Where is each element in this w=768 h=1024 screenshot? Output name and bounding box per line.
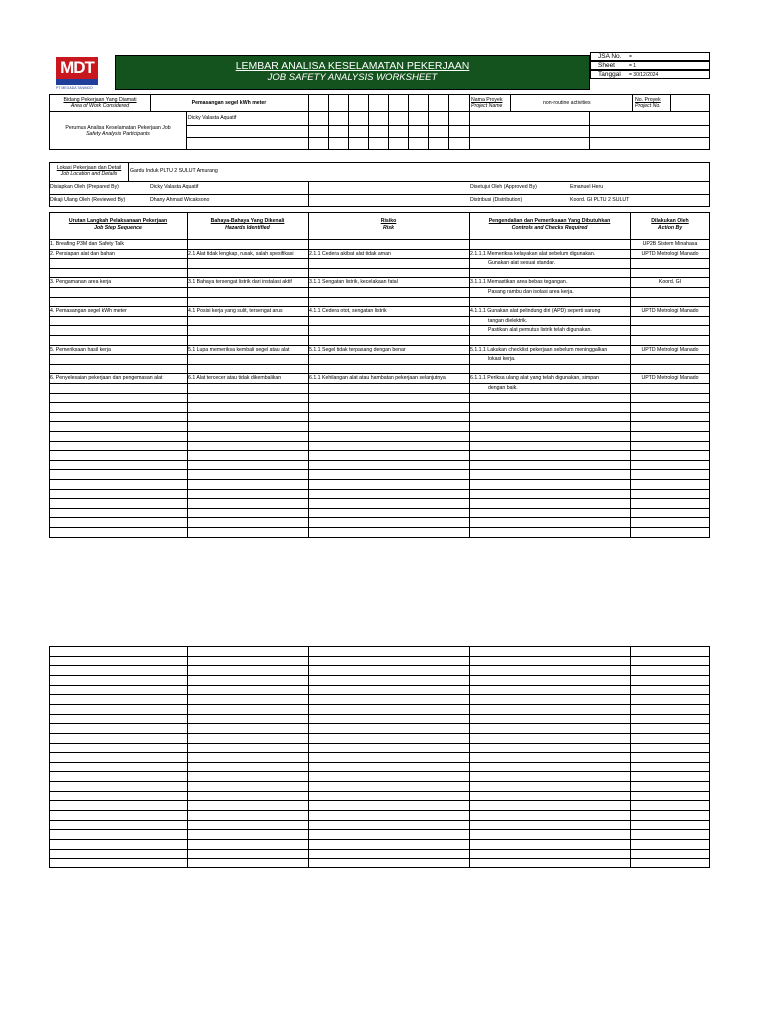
row-divider <box>49 762 710 763</box>
jsa-no-row <box>590 52 710 61</box>
table-cell-action: UPTD Metrologi Manado <box>641 375 699 381</box>
row-divider <box>49 421 710 422</box>
table-cell-step: 5. Pemeriksaan hasil kerja <box>50 347 111 353</box>
row-divider <box>49 858 710 859</box>
table-cell-risk: 4.1.1 Cedera otot, sengatan listrik <box>309 308 387 314</box>
row-divider <box>49 733 710 734</box>
row-divider <box>49 277 710 278</box>
row-divider <box>49 431 710 432</box>
row-divider <box>49 781 710 782</box>
project-name-label-en: Project Name <box>471 103 503 109</box>
table-cell-action: UPTD Metrologi Manado <box>641 347 699 353</box>
date-row <box>590 70 710 79</box>
distribution-value: Koord. GI PLTU 2 SULUT <box>570 197 630 203</box>
page-title: LEMBAR ANALISA KESELAMATAN PEKERJAAN <box>235 60 470 72</box>
work-area-label: Bidang Pekerjaan Yang Diamati <box>63 97 137 103</box>
sheet-row <box>590 61 710 70</box>
header-controls: Pengendalian dan Pemeriksaan Yang Dibutuhkan <box>488 218 611 224</box>
table-cell-control: Pastikan alat pemutus listrik telah digunakan. <box>488 327 592 333</box>
row-divider <box>49 723 710 724</box>
project-name-label: Nama Proyek <box>471 97 503 103</box>
row-divider <box>49 508 710 509</box>
table-cell-control: 2.1.1.1 Memeriksa kelayakan alat sebelum digunakan. <box>470 251 596 257</box>
title-banner <box>115 55 590 90</box>
header-hazards-en: Hazards Identified <box>225 225 270 231</box>
table-cell-step: 2. Persiapan alat dan bahan <box>50 251 115 257</box>
table-cell-action: UPTD Metrologi Manado <box>641 251 699 257</box>
work-area-label-en: Area of Work Considered <box>70 103 130 109</box>
header-action-by: Dilakukan Oleh <box>651 218 689 224</box>
row-divider <box>49 373 710 374</box>
row-divider <box>49 479 710 480</box>
logo-bar <box>56 79 98 85</box>
table-cell-action: Koord. GI <box>658 279 682 285</box>
row-divider <box>49 258 710 259</box>
row-divider <box>49 450 710 451</box>
table-cell-hazard: 3.1 Bahaya tersengat listrik dari instalasi aktif <box>188 279 292 285</box>
distribution-label: Distribusi (Distribution) <box>470 197 523 203</box>
table-cell-control: 3.1.1.1 Memastikan area bebas tegangan. <box>470 279 568 285</box>
row-divider <box>49 335 710 336</box>
work-area-value: Pemasangan segel kWh meter <box>191 100 267 106</box>
row-divider <box>49 306 710 307</box>
date-label: Tanggal <box>598 71 621 78</box>
row-divider <box>49 527 710 528</box>
header-risk: Risiko <box>380 218 397 224</box>
approved-by-value: Emanuel Heru <box>570 184 604 190</box>
prepared-by-value: Dicky Valasta Aquatif <box>150 184 199 190</box>
row-divider <box>49 383 710 384</box>
header-action-by-en: Action By <box>657 225 683 231</box>
table-cell-control: 6.1.1.1 Periksa ulang alat yang telah digunakan, simpan <box>470 375 599 381</box>
approved-by-label: Disetujui Oleh (Approved By) <box>470 184 537 190</box>
table-cell-action: UPTD Metrologi Manado <box>641 308 699 314</box>
header-job-step-en: Job Step Sequence <box>94 225 142 231</box>
row-divider <box>49 268 710 269</box>
row-divider <box>49 316 710 317</box>
table-cell-risk: 6.1.1 Kehilangan alat atau hambatan pekerjaan selanjutnya <box>309 375 446 381</box>
row-divider <box>49 517 710 518</box>
row-divider <box>49 714 710 715</box>
row-divider <box>49 489 710 490</box>
sheet-label: Sheet <box>598 62 615 69</box>
company-logo <box>56 57 98 91</box>
participants-label-2: Safety Analysis Participants <box>86 131 150 137</box>
table-cell-hazard: 5.1 Lupa memeriksa kembali segel atau alat <box>188 347 290 353</box>
row-divider <box>49 665 710 666</box>
reviewed-by-value: Dhany Ahmad Wicaksono <box>150 197 210 203</box>
table-cell-control: 5.1.1.1 Lakukan checklist pekerjaan sebelum meninggalkan <box>470 347 608 353</box>
row-divider <box>49 498 710 499</box>
row-divider <box>49 441 710 442</box>
table-cell-hazard: 2.1 Alat tidak lengkap, rusak, salah spesifikasi <box>188 251 294 257</box>
table-cell-control: tangan dielektrik. <box>488 318 528 324</box>
table-cell-hazard: 6.1 Alat tercecer atau tidak dikembalikan <box>188 375 282 381</box>
row-divider <box>49 287 710 288</box>
location-value: Gardu Induk PLTU 2 SULUT Amurang <box>130 168 218 174</box>
row-divider <box>49 469 710 470</box>
table-cell-risk: 2.1.1 Cedera akibat alat tidak aman <box>309 251 391 257</box>
table-cell-control: dengan baik. <box>488 385 518 391</box>
row-divider <box>49 839 710 840</box>
work-area-section <box>49 94 710 150</box>
row-divider <box>49 297 710 298</box>
project-no-label-en: Project No. <box>635 103 661 109</box>
jsa-no-label: JSA No. <box>598 53 622 60</box>
header-hazards: Bahaya-Bahaya Yang Dikenali <box>210 218 285 224</box>
row-divider <box>49 820 710 821</box>
row-divider <box>49 249 710 250</box>
project-name-value: non-routine activities <box>543 100 591 106</box>
row-divider <box>49 791 710 792</box>
row-divider <box>49 752 710 753</box>
reviewed-by-label: Dikaji Ulang Oleh (Reviewed By) <box>50 197 126 203</box>
jsa-no-value: = <box>629 54 632 60</box>
row-divider <box>49 829 710 830</box>
table-cell-hazard: 4.1 Posisi kerja yang sulit, tersengat arus <box>188 308 283 314</box>
table-cell-step: 6. Penyelesaian pekerjaan dan pengemasan alat <box>50 375 163 381</box>
row-divider <box>49 675 710 676</box>
row-divider <box>49 743 710 744</box>
continuation-table <box>49 646 710 868</box>
location-label: Lokasi Pekerjaan dan Detail <box>56 165 122 171</box>
row-divider <box>49 656 710 657</box>
row-divider <box>49 402 710 403</box>
row-divider <box>49 771 710 772</box>
row-divider <box>49 345 710 346</box>
participant-name: Dicky Valasta Aquatif <box>188 115 237 121</box>
row-divider <box>49 537 710 538</box>
row-divider <box>49 694 710 695</box>
header-risk-en: Risk <box>383 225 394 231</box>
table-cell-control: Pasang rambu dan isolasi area kerja. <box>488 289 574 295</box>
row-divider <box>49 704 710 705</box>
row-divider <box>49 460 710 461</box>
table-cell-risk: 5.1.1 Segel tidak terpasang dengan benar <box>309 347 406 353</box>
location-label-en: Job Location and Details <box>60 171 118 177</box>
page-subtitle: JOB SAFETY ANALYSIS WORKSHEET <box>267 72 438 83</box>
table-cell-step: 1. Breafing P3M dan Safety Talk <box>50 241 125 247</box>
row-divider <box>49 800 710 801</box>
table-cell-risk: 3.1.1 Sengatan listrik, kecelakaan fatal <box>309 279 398 285</box>
row-divider <box>49 393 710 394</box>
project-no-label: No. Proyek <box>635 97 661 103</box>
sheet-value: = 1 <box>629 63 637 69</box>
table-cell-step: 4. Pemasangan segel kWh meter <box>50 308 127 314</box>
table-cell-control: 4.1.1.1 Gunakan alat pelindung diri (APD) seperti sarung <box>470 308 601 314</box>
table-cell-action: UP2B Sistem Minahasa <box>642 241 698 247</box>
header-job-step: Urutan Langkah Pelaksanaan Pekerjaan <box>68 218 168 224</box>
row-divider <box>49 685 710 686</box>
row-divider <box>49 364 710 365</box>
logo-mark: MDT <box>56 57 98 79</box>
participants-label: Perumus Analisa Keselamatan Pekerjaan Job <box>65 125 171 131</box>
logo-subtitle: PT MEGADA TANINDO <box>56 86 93 90</box>
table-cell-step: 3. Pengamanan area kerja <box>50 279 112 285</box>
table-cell-control: Gunakan alat sesuai standar. <box>488 260 556 266</box>
row-divider <box>49 325 710 326</box>
prepared-by-label: Disiapkan Oleh (Prepared By) <box>50 184 119 190</box>
date-value: = 30/12/2024 <box>629 72 659 78</box>
row-divider <box>49 849 710 850</box>
row-divider <box>49 412 710 413</box>
table-cell-control: lokasi kerja. <box>488 356 516 362</box>
row-divider <box>49 354 710 355</box>
row-divider <box>49 810 710 811</box>
header-controls-en: Controls and Checks Required <box>511 225 588 231</box>
